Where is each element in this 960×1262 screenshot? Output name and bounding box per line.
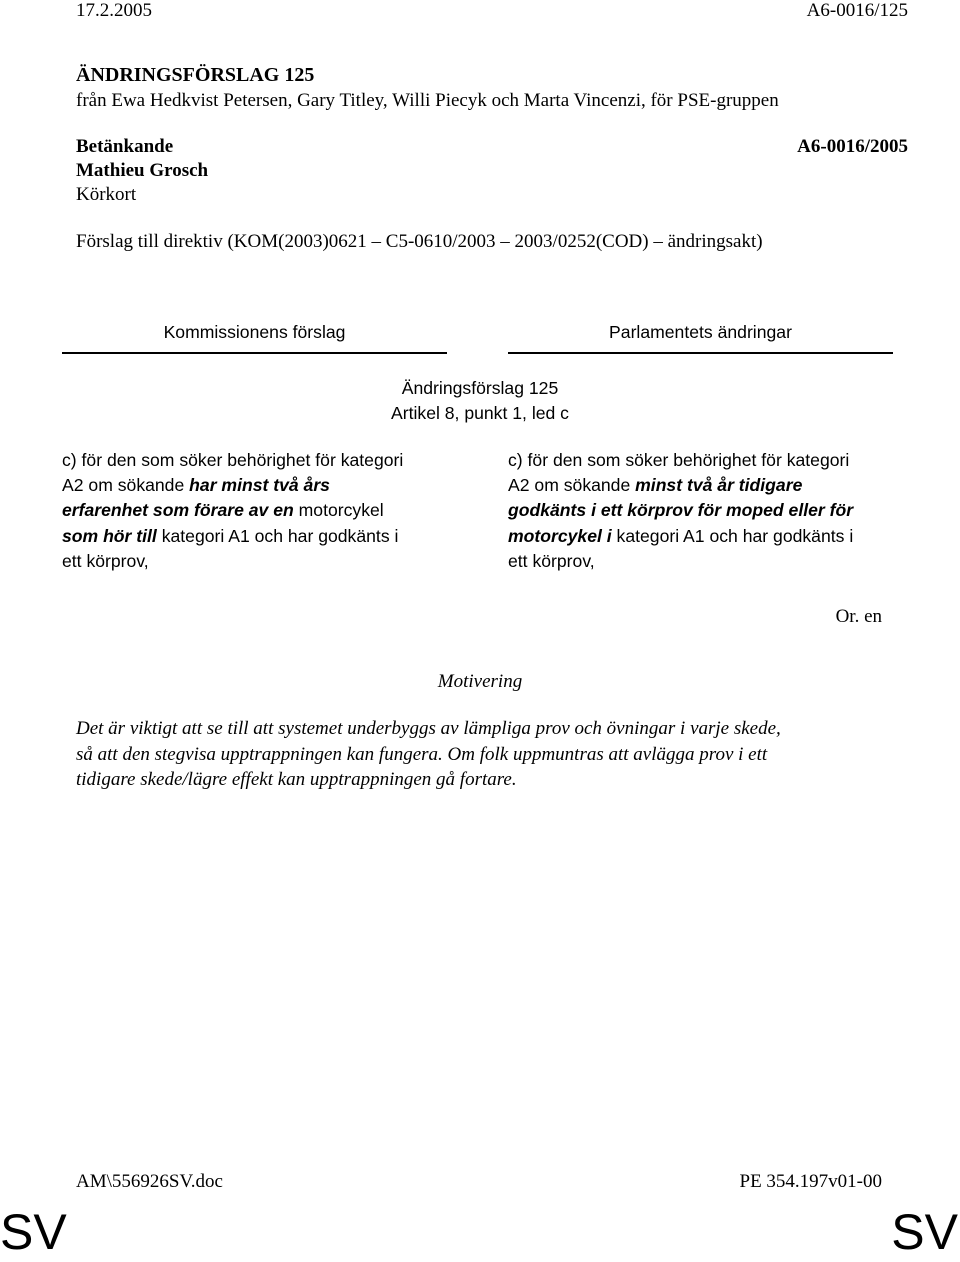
footer-filename: AM\556926SV.doc [76, 1171, 223, 1192]
commission-line-5: ett körprov, [62, 550, 149, 571]
parliament-text [508, 448, 893, 574]
parliament-line-5: ett körprov, [508, 550, 595, 571]
header-reference: A6-0016/125 [806, 0, 908, 21]
proposal-reference: Förslag till direktiv (KOM(2003)0621 – C5-0610/2003 – 2003/0252(COD) – ändringsakt) [76, 231, 763, 252]
original-language: Or. en [835, 606, 882, 627]
article-reference: Artikel 8, punkt 1, led c [391, 403, 569, 423]
header-date: 17.2.2005 [76, 0, 152, 21]
left-heading-rule [62, 352, 447, 354]
amendment-number: Ändringsförslag 125 [401, 378, 559, 398]
parliament-line-4: motorcykel i kategori A1 och har godkänts i [508, 525, 854, 546]
footer-pe-number: PE 354.197v01-00 [739, 1171, 882, 1192]
report-label: Betänkande [76, 136, 174, 157]
parliament-line-3: godkänts i ett körprov för moped eller för [508, 500, 854, 521]
commission-line-1: c) för den som söker behörighet för kategori [62, 450, 404, 470]
left-column-heading: Kommissionens förslag [163, 322, 346, 342]
amendment-authors: från Ewa Hedkvist Petersen, Gary Titley, Willi Piecyk och Marta Vincenzi, för PSE-gruppen [76, 90, 779, 111]
commission-line-2: A2 om sökande har minst två års [62, 475, 330, 496]
right-column-heading: Parlamentets ändringar [609, 322, 792, 342]
justification-heading: Motivering [437, 671, 523, 692]
justification-line-3: tidigare skede/lägre effekt kan upptrappningen gå fortare. [76, 769, 517, 790]
commission-line-4: som hör till kategori A1 och har godkänts i [62, 525, 399, 546]
commission-text [62, 448, 447, 574]
report-number: A6-0016/2005 [797, 136, 908, 157]
report-subject: Körkort [76, 184, 137, 205]
justification-text [76, 716, 896, 793]
justification-line-2: så att den stegvisa upptrappningen kan fungera. Om folk uppmuntras att avlägga prov i ett [76, 743, 768, 765]
right-heading-rule [508, 352, 893, 354]
footer-language-right: SV [891, 1204, 958, 1260]
amendment-title: ÄNDRINGSFÖRSLAG 125 [76, 64, 315, 86]
parliament-line-1: c) för den som söker behörighet för kategori [508, 450, 850, 470]
rapporteur: Mathieu Grosch [76, 160, 209, 181]
commission-line-3: erfarenhet som förare av en motorcykel [62, 500, 384, 521]
justification-line-1: Det är viktigt att se till att systemet underbyggs av lämpliga prov och övningar i varje skede, [76, 718, 781, 739]
parliament-line-2: A2 om sökande minst två år tidigare [508, 475, 803, 496]
footer-language-left: SV [0, 1204, 67, 1260]
